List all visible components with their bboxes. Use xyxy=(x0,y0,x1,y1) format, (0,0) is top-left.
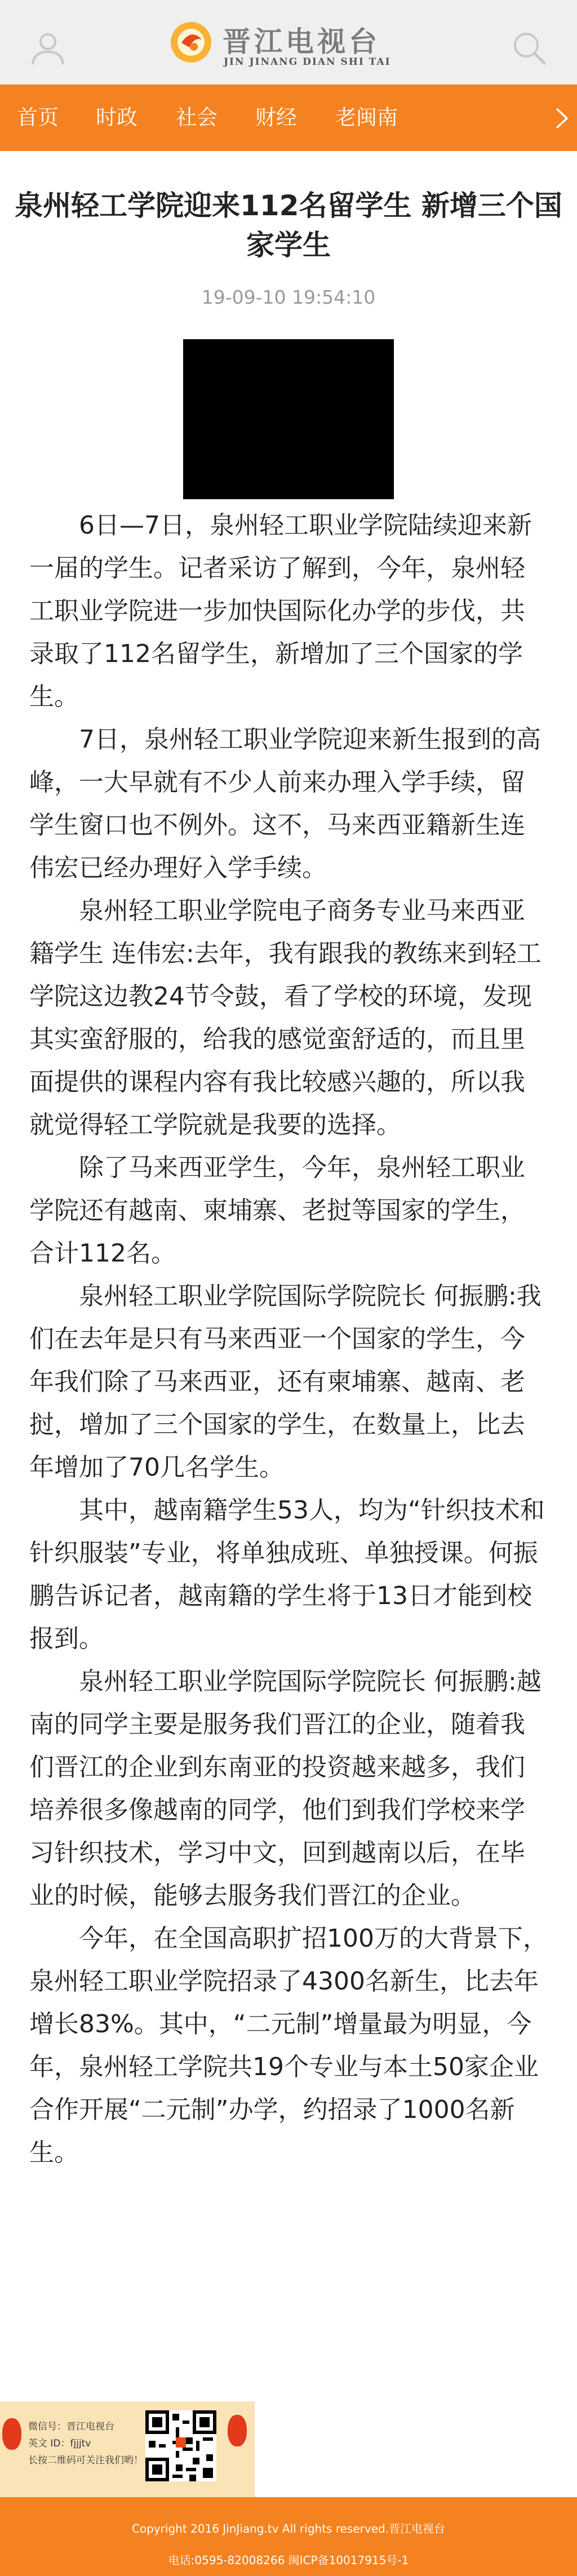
lantern-icon xyxy=(228,2415,247,2446)
article-date: 19-09-10 19:54:10 xyxy=(201,286,376,308)
article-paragraph: 今年，在全国高职扩招100万的大背景下，泉州轻工职业学院招录了4300名新生，比去年增长83%。其中，“二元制”增量最为明显，今年，泉州轻工学院共19个专业与本土50家企业合作开展“二元制”办学，约招录了1000名新生。 xyxy=(29,1924,548,2167)
user-icon[interactable] xyxy=(28,28,68,68)
wechat-qr-banner xyxy=(0,2401,255,2497)
logo-title: 晋江电视台 xyxy=(223,25,380,58)
article-paragraph: 泉州轻工职业学院国际学院院长 何振鹏:我们在去年是只有马来西亚一个国家的学生，今年我们除了马来西亚，还有柬埔寨、越南、老挝，增加了三个国家的学生，在数量上，比去年增加了70几名学生。 xyxy=(29,1282,542,1482)
footer-copyright: Copyright 2016 JinJiang.tv All rights reserved.晋江电视台 xyxy=(131,2522,446,2535)
nav-item-finance[interactable]: 财经 xyxy=(255,105,297,130)
wechat-id: 英文 ID：fjjjtv xyxy=(28,2438,91,2449)
article-body xyxy=(29,504,548,2174)
article-paragraph: 6日—7日，泉州轻工职业学院陆续迎来新一届的学生。记者采访了解到，今年，泉州轻工职业学院进一步加快国际化办学的步伐，共录取了112名留学生，新增加了三个国家的学生。 xyxy=(29,511,532,711)
main-nav xyxy=(0,85,577,151)
site-logo[interactable] xyxy=(169,17,411,73)
nav-item-politics[interactable]: 时政 xyxy=(96,105,137,130)
site-footer xyxy=(0,2497,577,2576)
search-icon[interactable] xyxy=(509,28,549,68)
chevron-right-icon[interactable] xyxy=(554,107,569,130)
footer-contact: 电话:0595-82008266 闽ICP备10017915号-1 xyxy=(168,2553,409,2567)
top-header xyxy=(0,0,577,85)
article-paragraph: 除了马来西亚学生，今年，泉州轻工职业学院还有越南、柬埔寨、老挝等国家的学生，合计112名。 xyxy=(29,1153,525,1268)
article-paragraph: 泉州轻工职业学院电子商务专业马来西亚籍学生 连伟宏:去年，我有跟我的教练来到轻工学院这边教24节令鼓，看了学校的环境，发现其实蛮舒服的，给我的感觉蛮舒适的，而且里面提供的课程内容有我比较感兴趣的，所以我就觉得轻工学院就是我要的选择。 xyxy=(29,896,542,1139)
article-paragraph: 其中，越南籍学生53人，均为“针织技术和针织服装”专业，将单独成班、单独授课。何振鹏告诉记者，越南籍的学生将于13日才能到校报到。 xyxy=(29,1496,545,1653)
logo-mark-icon xyxy=(169,20,213,64)
wechat-account: 微信号：晋江电视台 xyxy=(28,2421,114,2432)
nav-item-society[interactable]: 社会 xyxy=(176,105,218,130)
article-paragraph: 7日，泉州轻工职业学院迎来新生报到的高峰，一大早就有不少人前来办理入学手续，留学生窗口也不例外。这不，马来西亚籍新生连伟宏已经办理好入学手续。 xyxy=(29,725,541,882)
article-title: 泉州轻工学院迎来112名留学生 新增三个国家学生 xyxy=(15,189,562,261)
nav-item-minnan[interactable]: 老闽南 xyxy=(335,105,398,130)
wechat-hint: 长按二维码可关注我们哟！ xyxy=(28,2455,143,2466)
qr-code-icon xyxy=(145,2410,216,2481)
nav-item-home[interactable]: 首页 xyxy=(17,105,59,130)
article-paragraph: 泉州轻工职业学院国际学院院长 何振鹏:越南的同学主要是服务我们晋江的企业，随着我们晋江的企业到东南亚的投资越来越多，我们培养很多像越南的同学，他们到我们学校来学习针织技术，学习中文，回到越南以后，在毕业的时候，能够去服务我们晋江的企业。 xyxy=(29,1667,542,1910)
logo-subtitle: JIN JINANG DIAN SHI TAI xyxy=(224,56,391,68)
video-player[interactable] xyxy=(183,339,394,499)
lantern-icon xyxy=(2,2418,21,2450)
